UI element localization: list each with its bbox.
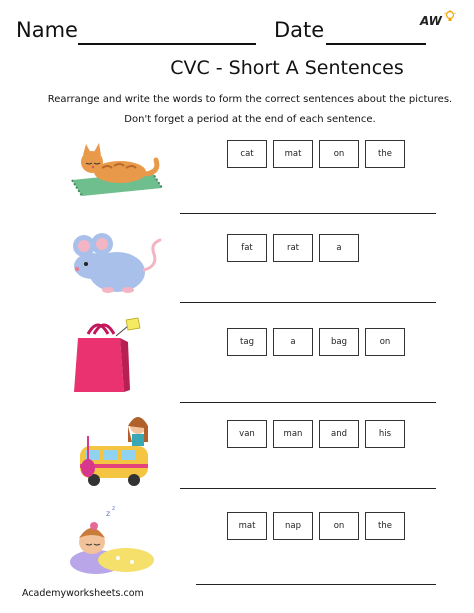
word-box-row xyxy=(227,512,405,540)
word-box[interactable]: his xyxy=(365,420,405,448)
date-label: Date xyxy=(274,18,325,42)
word-box-row xyxy=(227,328,405,356)
word-box[interactable]: nap xyxy=(273,512,313,540)
answer-line[interactable] xyxy=(180,402,436,403)
word-box[interactable]: bag xyxy=(319,328,359,356)
svg-text:z: z xyxy=(112,505,116,512)
word-box[interactable]: man xyxy=(273,420,313,448)
word-box-row xyxy=(227,234,359,262)
cat-on-mat-icon xyxy=(62,130,172,210)
word-box[interactable]: van xyxy=(227,420,267,448)
word-box[interactable]: the xyxy=(365,512,405,540)
word-box[interactable]: mat xyxy=(227,512,267,540)
man-and-van-icon xyxy=(62,408,172,488)
word-box[interactable]: the xyxy=(365,140,405,168)
answer-line[interactable] xyxy=(180,302,436,303)
header xyxy=(16,18,458,48)
name-label: Name xyxy=(16,18,78,42)
answer-line[interactable] xyxy=(180,488,436,489)
word-box[interactable]: on xyxy=(365,328,405,356)
name-field[interactable] xyxy=(78,43,256,45)
logo-text: AW xyxy=(420,14,442,28)
sleeping-girl-icon xyxy=(62,502,172,582)
logo xyxy=(420,10,456,32)
lightbulb-icon xyxy=(444,10,456,24)
word-box[interactable]: and xyxy=(319,420,359,448)
bag-with-tag-icon xyxy=(62,316,172,396)
footer-site: Academyworksheets.com xyxy=(22,588,144,599)
word-box[interactable]: cat xyxy=(227,140,267,168)
word-box-row xyxy=(227,420,405,448)
word-box-row xyxy=(227,140,405,168)
word-box[interactable]: tag xyxy=(227,328,267,356)
word-box[interactable]: a xyxy=(273,328,313,356)
word-box[interactable]: a xyxy=(319,234,359,262)
word-box[interactable]: on xyxy=(319,512,359,540)
word-box[interactable]: fat xyxy=(227,234,267,262)
answer-line[interactable] xyxy=(180,213,436,214)
rat-icon xyxy=(62,222,172,302)
date-field[interactable] xyxy=(326,43,426,45)
word-box[interactable]: on xyxy=(319,140,359,168)
svg-text:z: z xyxy=(106,509,111,518)
answer-line[interactable] xyxy=(196,584,436,585)
instructions: Rearrange and write the words to form the correct sentences about the pictures. Don't forget a period at the end of each sentence. xyxy=(47,94,453,125)
page-title: CVC - Short A Sentences xyxy=(170,57,404,79)
word-box[interactable]: mat xyxy=(273,140,313,168)
word-box[interactable]: rat xyxy=(273,234,313,262)
